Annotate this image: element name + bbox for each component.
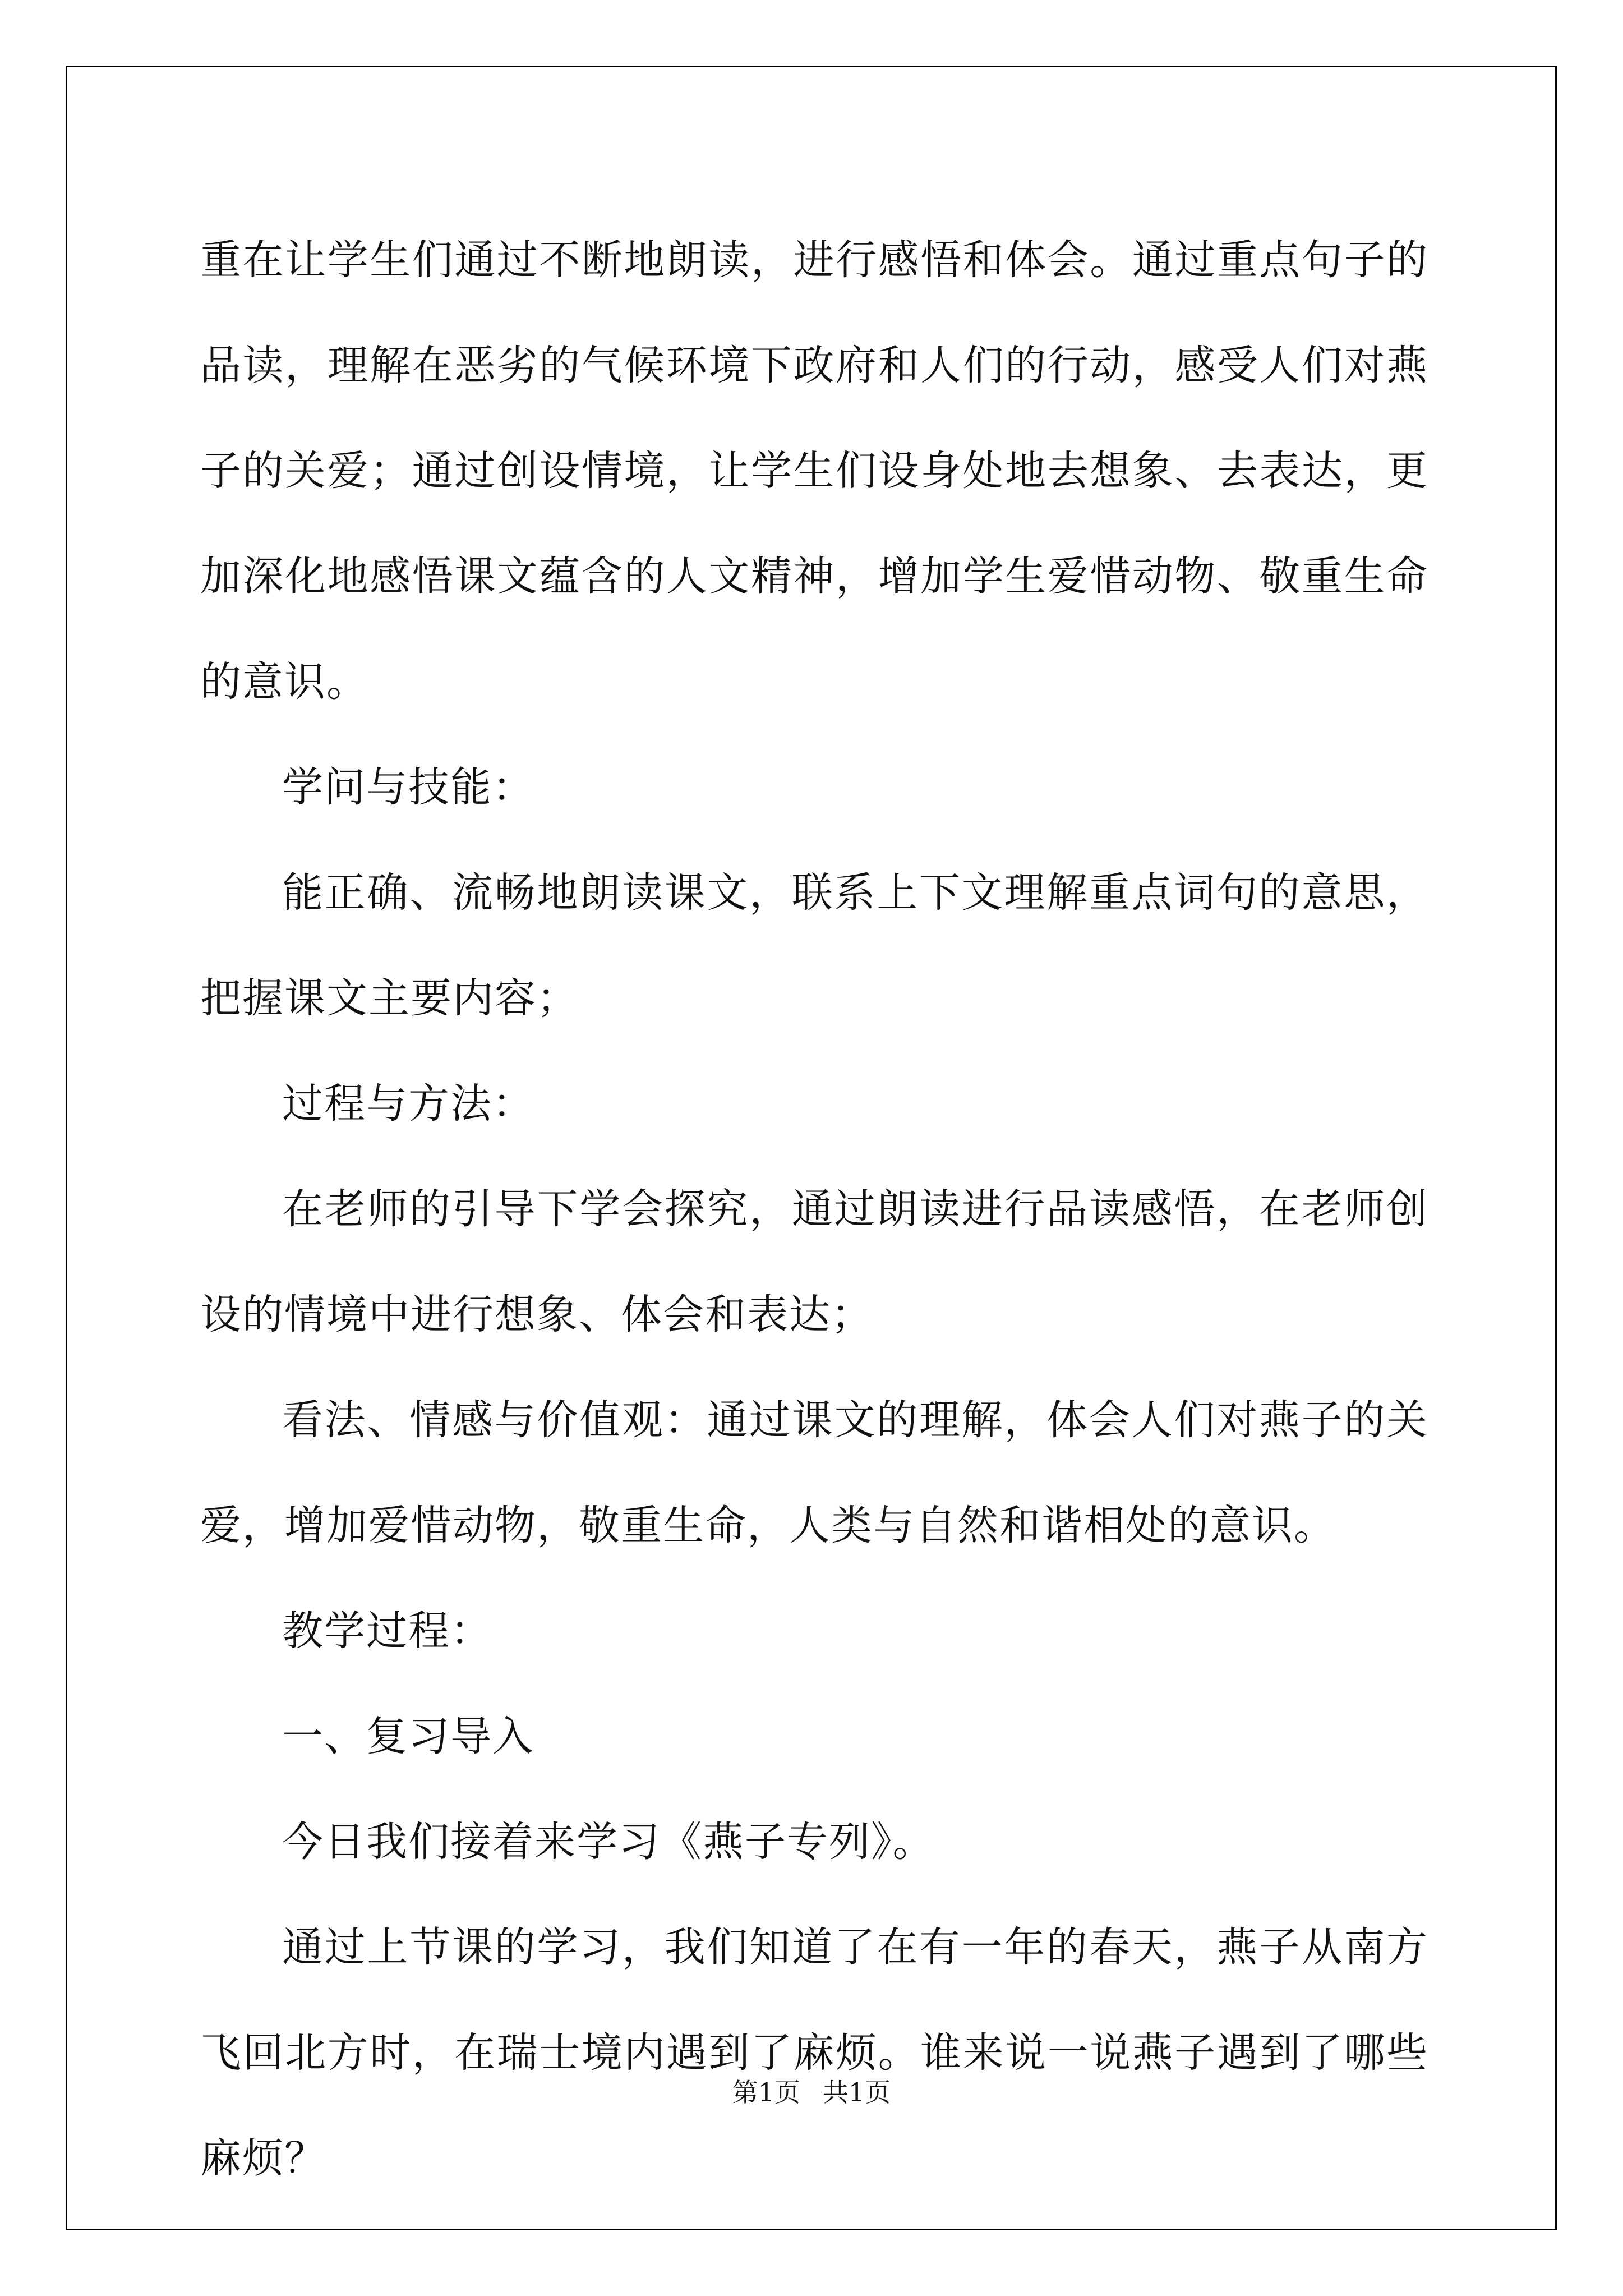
paragraph-intro: 重在让学生们通过不断地朗读，进行感悟和体会。通过重点句子的品读，理解在恶劣的气候环境下政府和人们的行动，感受人们对燕子的关爱；通过创设情境，让学生们设身处地去想象、去表达，更加深化地感悟课文蕴含的人文精神，增加学生爱惜动物、敬重生命的意识。	[200, 236, 1428, 706]
paragraph-attitude-values: 看法、情感与价值观：通过课文的理解，体会人们对燕子的关爱，增加爱惜动物，敬重生命，人类与自然和谐相处的意识。	[200, 1396, 1428, 1549]
paragraph-knowledge-skills: 能正确、流畅地朗读课文，联系上下文理解重点词句的意思，把握课文主要内容；	[200, 869, 1428, 1022]
page-number: 第1页	[732, 2077, 800, 2108]
heading-review-intro: 一、复习导入	[282, 1713, 534, 1760]
page-footer	[0, 2076, 1623, 2109]
heading-knowledge-skills: 学问与技能：	[282, 763, 534, 811]
heading-process-methods: 过程与方法：	[282, 1080, 534, 1128]
paragraph-last-lesson: 通过上节课的学习，我们知道了在有一年的春天，燕子从南方飞回北方时，在瑞士境内遇到了麻烦。谁来说一说燕子遇到了哪些麻烦？	[200, 1924, 1428, 2182]
page-total: 共1页	[823, 2077, 891, 2108]
document-body	[200, 208, 1428, 2211]
heading-teaching-process: 教学过程：	[282, 1607, 492, 1655]
paragraph-process-methods: 在老师的引导下学会探究，通过朗读进行品读感悟，在老师创设的情境中进行想象、体会和表达；	[200, 1185, 1428, 1338]
paragraph-today: 今日我们接着来学习《燕子专列》。	[282, 1818, 935, 1866]
